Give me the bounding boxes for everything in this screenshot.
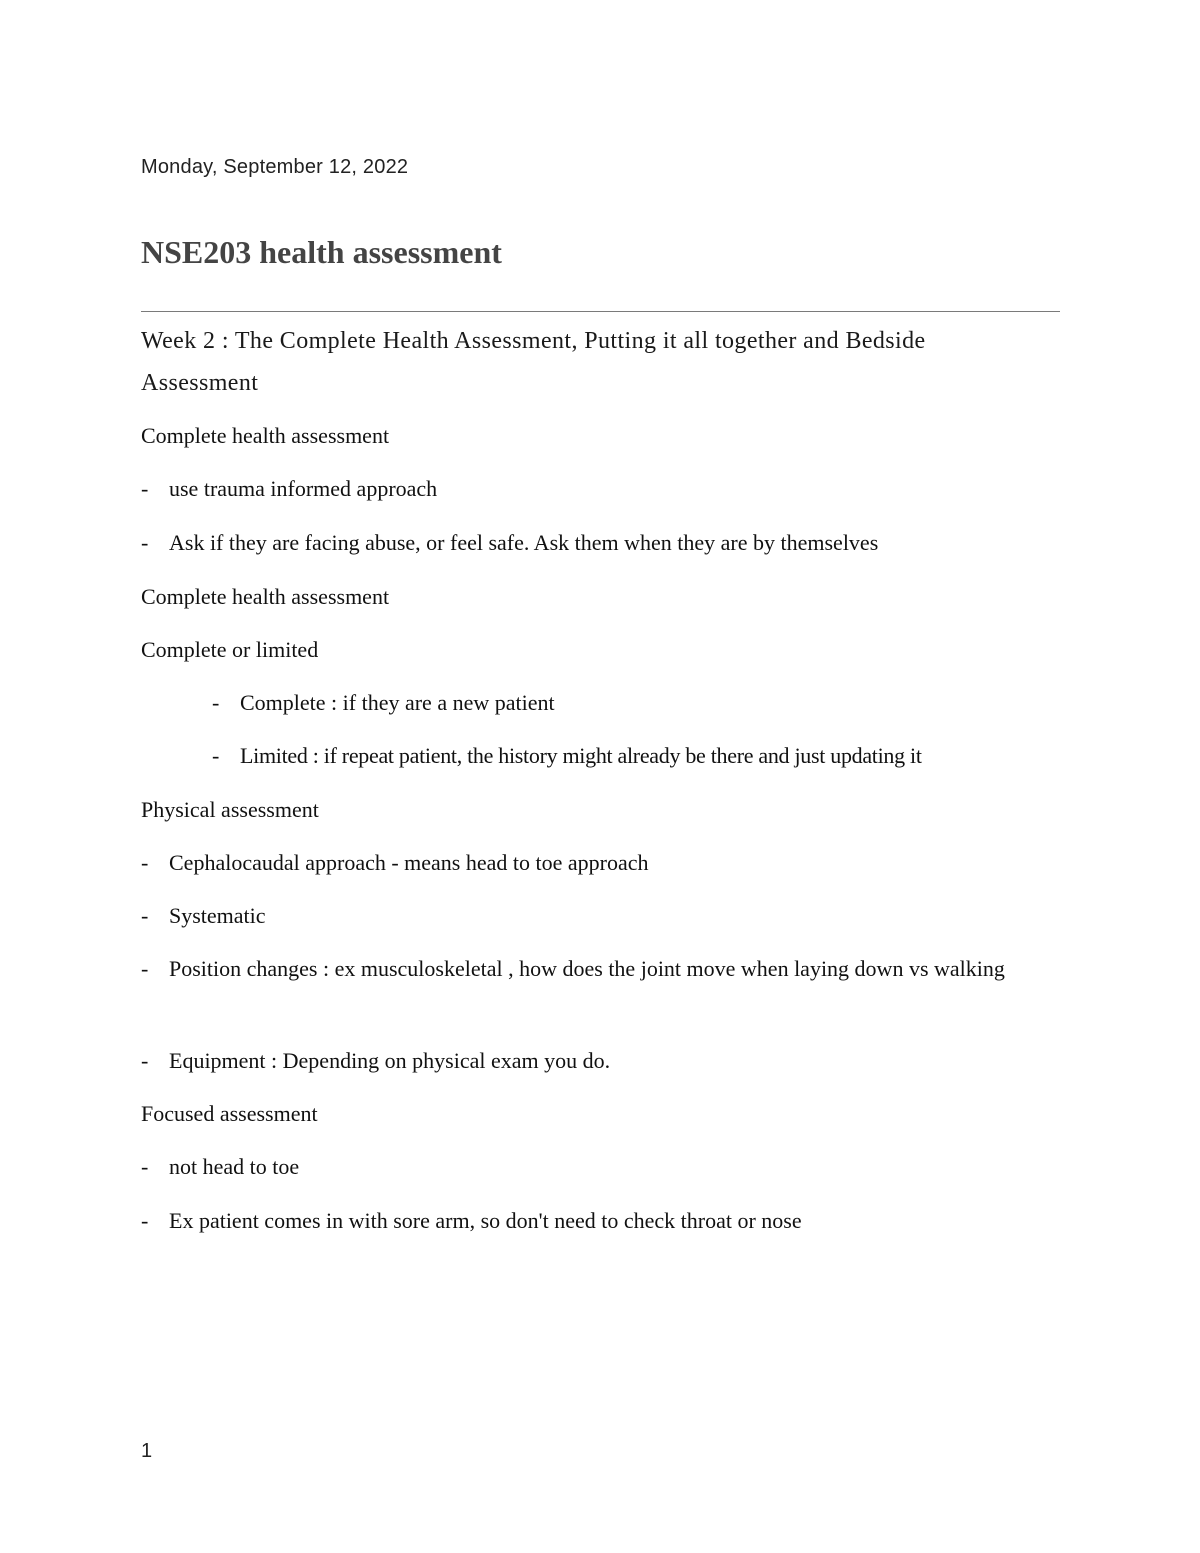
bullet-dash: - — [141, 903, 149, 928]
section-heading: Complete health assessment — [141, 584, 390, 609]
section-heading: Complete or limited — [141, 637, 319, 662]
list-item: use trauma informed approach — [169, 476, 438, 501]
bullet-dash: - — [141, 476, 149, 501]
document-title: NSE203 health assessment — [141, 234, 502, 270]
bullet-dash: - — [141, 530, 149, 555]
week-subtitle: Week 2 : The Complete Health Assessment, Putting it all together and Bedside Assessment — [141, 328, 926, 396]
list-item: Cephalocaudal approach - means head to toe approach — [169, 850, 649, 875]
list-item: not head to toe — [169, 1154, 300, 1179]
bullet-dash: - — [212, 743, 220, 768]
list-item: Systematic — [169, 903, 266, 928]
list-item: Ex patient comes in with sore arm, so don't need to check throat or nose — [169, 1208, 802, 1233]
note-date: Monday, September 12, 2022 — [141, 156, 409, 178]
bullet-dash: - — [141, 850, 149, 875]
section-heading: Focused assessment — [141, 1101, 318, 1126]
bullet-dash: - — [141, 1208, 149, 1233]
page-number: 1 — [141, 1440, 153, 1462]
bullet-dash: - — [141, 956, 149, 981]
bullet-dash: - — [141, 1154, 149, 1179]
list-item: Complete : if they are a new patient — [240, 690, 555, 715]
list-item: Limited : if repeat patient, the history might already be there and just updating it — [240, 743, 922, 768]
bullet-dash: - — [212, 690, 220, 715]
section-heading: Physical assessment — [141, 797, 319, 822]
bullet-dash: - — [141, 1048, 149, 1073]
section-heading: Complete health assessment — [141, 423, 390, 448]
list-item: Position changes : ex musculoskeletal , how does the joint move when laying down vs walking — [169, 956, 1005, 981]
list-item: Equipment : Depending on physical exam you do. — [169, 1048, 611, 1073]
title-divider — [141, 311, 1060, 312]
list-item: Ask if they are facing abuse, or feel safe. Ask them when they are by themselves — [169, 530, 879, 555]
